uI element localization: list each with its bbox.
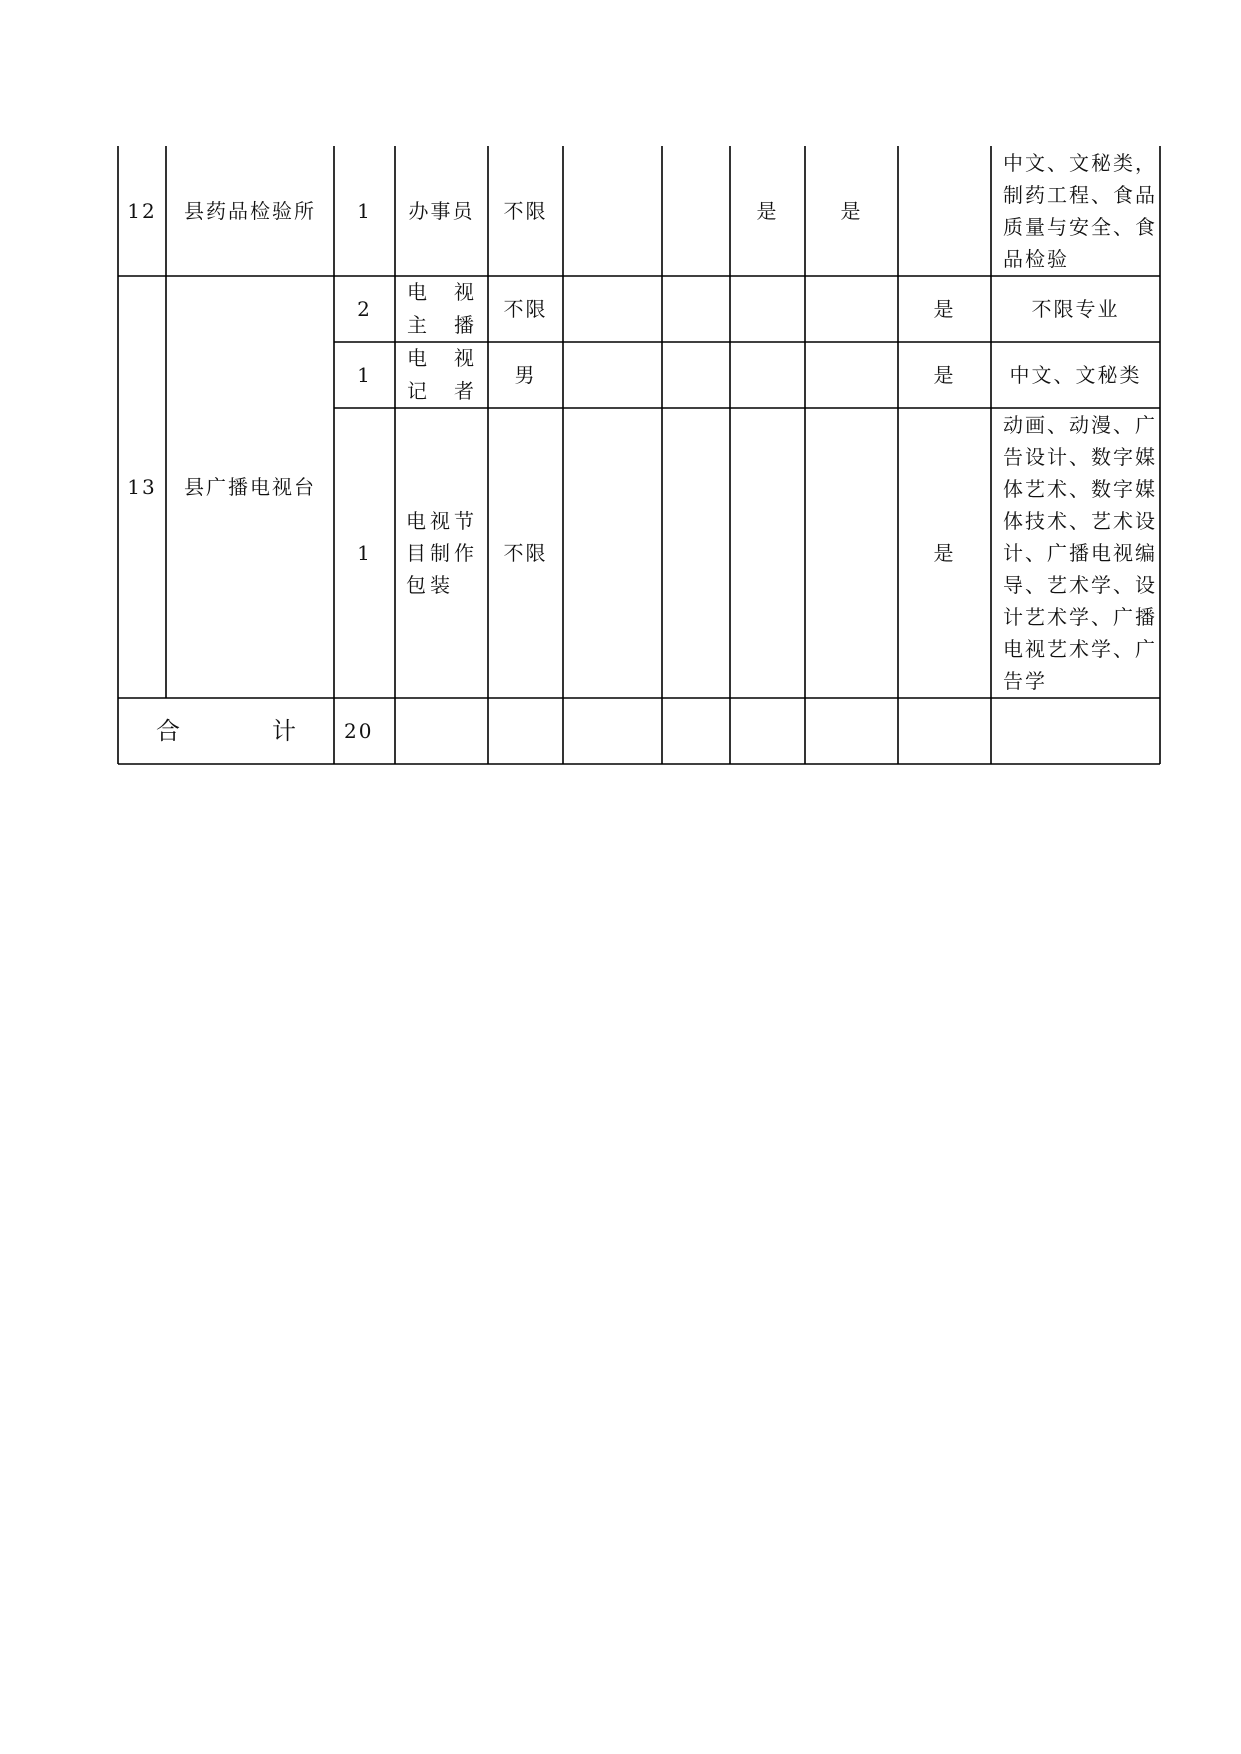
pos-reporter-col8: 是	[933, 363, 956, 387]
row-12-col6: 是	[756, 199, 779, 223]
total-count: 20	[344, 719, 374, 743]
pos-reporter-title	[395, 342, 488, 408]
pos-production-major	[991, 408, 1160, 698]
title-char: 视	[454, 280, 476, 304]
major-line: 体技术、艺术设	[1003, 509, 1157, 533]
pos-production-title	[395, 408, 488, 698]
title-line: 电视节	[406, 509, 478, 533]
title-line: 目制作	[406, 541, 478, 565]
pos-production-count: 1	[357, 541, 372, 565]
pos-anchor-gender: 不限	[503, 297, 548, 321]
major-line: 告设计、数字媒	[1003, 445, 1157, 469]
major-line: 电视艺术学、广	[1003, 637, 1157, 661]
row-12-count: 1	[357, 199, 372, 223]
major-line: 计、广播电视编	[1003, 541, 1157, 565]
pos-anchor-count: 2	[357, 297, 372, 321]
title-char: 播	[454, 313, 476, 337]
major-line: 动画、动漫、广	[1003, 413, 1157, 437]
pos-reporter-count: 1	[357, 363, 372, 387]
row-12-title: 办事员	[408, 199, 475, 223]
row-12-major	[991, 146, 1160, 276]
title-char: 电	[407, 346, 429, 370]
pos-reporter-major: 中文、文秘类	[1009, 363, 1142, 387]
major-line: 质量与安全、食	[1003, 215, 1157, 239]
major-line: 计艺术学、广播	[1003, 605, 1157, 629]
major-line: 品检验	[1003, 247, 1069, 271]
row-12-unit: 县药品检验所	[184, 199, 316, 223]
major-line: 体艺术、数字媒	[1003, 477, 1157, 501]
pos-anchor-col8: 是	[933, 297, 956, 321]
major-line: 中文、文秘类，	[1003, 151, 1157, 175]
title-char: 记	[407, 379, 429, 403]
pos-anchor-major: 不限专业	[1031, 297, 1120, 321]
row-12-gender: 不限	[503, 199, 548, 223]
title-char: 电	[407, 280, 429, 304]
row-13-unit: 县广播电视台	[184, 475, 316, 499]
major-line: 制药工程、食品	[1003, 183, 1157, 207]
row-12-col7: 是	[840, 199, 863, 223]
pos-anchor-title	[395, 276, 488, 342]
pos-production-col8: 是	[933, 541, 956, 565]
total-label	[118, 698, 334, 764]
major-line: 导、艺术学、设	[1003, 573, 1157, 597]
title-char: 者	[454, 379, 476, 403]
title-char: 主	[407, 313, 429, 337]
pos-production-gender: 不限	[503, 541, 548, 565]
major-line: 告学	[1003, 669, 1047, 693]
total-char: 合	[156, 717, 180, 745]
row-13-number: 13	[127, 475, 157, 499]
title-char: 视	[454, 346, 476, 370]
title-line: 包装	[406, 573, 454, 597]
pos-reporter-gender: 男	[514, 363, 537, 387]
row-12-number: 12	[127, 199, 157, 223]
total-char: 计	[272, 717, 296, 745]
